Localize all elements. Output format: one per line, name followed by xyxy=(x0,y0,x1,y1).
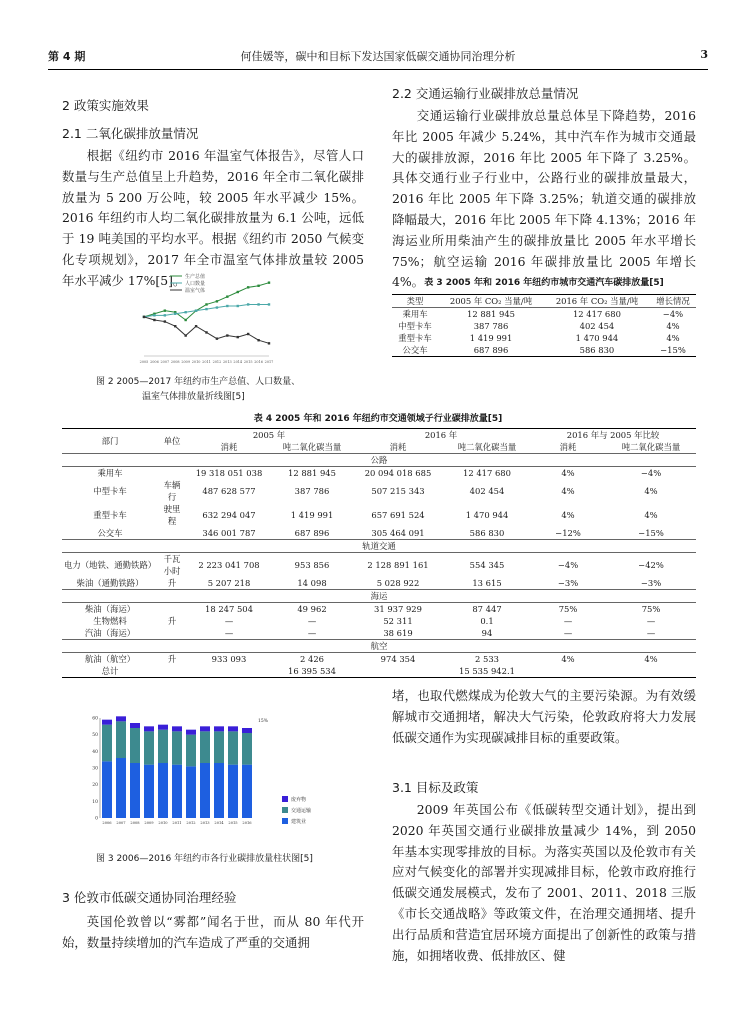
table-4-cell xyxy=(158,627,186,640)
table-4-cell: 586 830 xyxy=(469,528,505,538)
table-4-cell xyxy=(606,665,696,678)
bar-segment xyxy=(144,731,154,764)
table-3-cell: 12 881 945 xyxy=(467,309,515,319)
table-4-cell: 75% xyxy=(558,604,578,614)
table-4-cell xyxy=(158,467,186,480)
bar-segment xyxy=(200,726,210,731)
table-4-cell: −42% xyxy=(638,560,664,570)
table-4-cell: 航油（航空） xyxy=(84,654,136,664)
data-point xyxy=(205,331,207,333)
data-point xyxy=(237,336,239,338)
data-point xyxy=(226,334,228,336)
table-3-row xyxy=(392,308,696,321)
data-point xyxy=(184,311,186,313)
bar-segment xyxy=(228,765,238,818)
bar-segment xyxy=(172,726,182,731)
bar-segment xyxy=(102,761,112,818)
table-4-subheader: 消耗 xyxy=(389,442,407,452)
table-4-cell xyxy=(158,665,186,678)
table-4-cell xyxy=(352,665,444,678)
bar-segment xyxy=(158,730,168,763)
table-4-cell: 柴油（海运） xyxy=(84,604,136,614)
x-tick-label: 2015 xyxy=(228,821,238,825)
table-4-cell: 632 294 047 xyxy=(202,510,256,520)
table-4-cell: 0.1 xyxy=(480,616,494,626)
bar-segment xyxy=(130,763,140,818)
bar-segment xyxy=(116,716,126,721)
table-4-cell: 升 xyxy=(167,654,177,664)
section-3-left-text: 英国伦敦曾以“雾都”闻名于世，而从 80 年代开始，数量持续增加的汽车造成了严重的交通拥 xyxy=(62,914,364,950)
table-4-cell: 升 xyxy=(167,578,177,588)
table-4-cell: 31 937 929 xyxy=(374,604,422,614)
table-4-cell: 2 533 xyxy=(475,654,499,664)
table-4-cell: 953 856 xyxy=(294,560,330,570)
data-point xyxy=(237,305,239,307)
table-4-section-row xyxy=(62,540,696,553)
table-4-subheader: 消耗 xyxy=(559,442,577,452)
table-4-cell: 生物燃料 xyxy=(93,616,127,626)
bar-segment xyxy=(144,726,154,731)
table-4-cell: 75% xyxy=(641,604,661,614)
table-4-cell: 19 318 051 038 xyxy=(195,468,263,478)
table-3-header: 类型 xyxy=(406,296,424,306)
table-3-row xyxy=(392,344,696,357)
table-4-cell: — xyxy=(307,616,317,626)
figure-2-caption xyxy=(96,375,366,405)
legend-swatch xyxy=(282,796,288,802)
legend-swatch xyxy=(282,807,288,813)
table-3-cell: 1 470 944 xyxy=(575,333,619,343)
legend-label: 温室气体 xyxy=(185,288,206,294)
section-2-2-text: 交通运输行业碳排放总量总体呈下降趋势，2016 年比 2005 年减少 5.24%，其中汽车作为城市交通最大的碳排放源，2016 年比 2005 年下降了 3.25%。具体交通行业子行业中，公路行业的碳排放量最大，2016 年比 2005 年下降 3.25%；轨道交通的碳排放降幅最大，2016 年比 2005 年下降 4.13%；2016 年海运业所用柴油产生的碳排放量比 2005 年水平增长 75%；航空运输 2016 年碳排放量比 2005 年增长 4%。 xyxy=(392,108,696,290)
y-tick-label: 0 xyxy=(95,816,98,822)
table-4-cell: — xyxy=(224,616,234,626)
bar-segment xyxy=(200,763,210,818)
legend-label: 生产总值 xyxy=(185,274,206,280)
page-number: 3 xyxy=(700,48,708,61)
bar-segment xyxy=(228,726,238,731)
table-4-row xyxy=(62,603,696,616)
table-4-cell: 4% xyxy=(644,510,658,520)
section-3-1-paragraph xyxy=(392,800,696,966)
x-tick-label: 2013 xyxy=(223,360,232,364)
x-tick-label: 2006 xyxy=(102,821,112,825)
bar-segment xyxy=(158,763,168,818)
table-4-section-label: 公路 xyxy=(370,455,388,465)
table-4-header-2005: 2005 年 xyxy=(252,430,286,440)
x-tick-label: 2009 xyxy=(144,821,154,825)
table-3-cell: 乘用车 xyxy=(402,309,428,319)
data-point xyxy=(247,303,249,305)
section-2-heading: 2 政策实施效果 xyxy=(62,98,149,113)
table-4-cell: 12 417 680 xyxy=(463,468,511,478)
table-4-section-row xyxy=(62,640,696,653)
section-3-left-paragraph xyxy=(62,912,364,954)
data-point xyxy=(184,334,186,336)
table-4-cell: 2 426 xyxy=(300,654,324,664)
data-point xyxy=(216,337,218,339)
data-point xyxy=(226,305,228,307)
x-tick-label: 2017 xyxy=(264,360,274,364)
series-line-ghg xyxy=(144,317,269,343)
x-tick-label: 2012 xyxy=(212,360,222,364)
table-4-cell: 1 419 991 xyxy=(290,510,334,520)
table-4-subheader: 吨二氧化碳当量 xyxy=(282,442,342,452)
table-3-cell: −15% xyxy=(660,345,686,355)
bar-segment xyxy=(172,731,182,764)
table-4-row xyxy=(62,627,696,640)
x-tick-label: 2007 xyxy=(116,821,126,825)
table-3-caption: 表 3 2005 年和 2016 年纽约市城市交通汽车碳排放量[5] xyxy=(424,278,664,288)
data-point xyxy=(268,303,270,305)
table-4-cell: −4% xyxy=(557,560,579,570)
table-4-cell: 总计 xyxy=(101,666,119,676)
x-tick-label: 2010 xyxy=(158,821,168,825)
series-line-gdp xyxy=(144,283,269,320)
bar-segment xyxy=(116,758,126,818)
data-point xyxy=(174,325,176,327)
x-tick-label: 2012 xyxy=(186,821,196,825)
table-4-caption: 表 4 2005 年和 2016 年纽约市交通领域子行业碳排放量[5] xyxy=(253,414,503,424)
table-4-cell: 974 354 xyxy=(380,654,416,664)
y-tick-label: 20 xyxy=(92,783,98,789)
table-4-cell: 14 098 xyxy=(297,578,327,588)
table-4-cell: — xyxy=(646,616,656,626)
running-header xyxy=(48,46,708,70)
table-3-header: 2016 年 CO₂ 当量/吨 xyxy=(555,296,639,306)
data-point xyxy=(143,316,145,318)
table-4-cell: −3% xyxy=(640,578,662,588)
y-tick-label: 50 xyxy=(92,733,98,739)
table-4-cell: 12 881 945 xyxy=(288,468,336,478)
data-point xyxy=(174,313,176,315)
table-4-row xyxy=(62,615,696,627)
chart-annotation: 15% xyxy=(258,719,269,724)
table-4-cell: 升 xyxy=(167,616,177,626)
table-4-cell: — xyxy=(224,628,234,638)
figure-2-caption-line1: 图 2 2005—2017 年纽约市生产总值、人口数量、 xyxy=(96,377,301,387)
bar-segment xyxy=(242,733,252,765)
table-4-cell: 5 207 218 xyxy=(207,578,251,588)
table-4-header-compare: 2016 年与 2005 年比较 xyxy=(566,430,660,440)
data-point xyxy=(237,291,239,293)
table-4-cell: 18 247 504 xyxy=(205,604,253,614)
table-4-cell: 507 215 343 xyxy=(371,486,425,496)
figure-3-bar-chart xyxy=(86,712,318,832)
table-4-total-row xyxy=(62,665,696,678)
table-4-cell: 2 128 891 161 xyxy=(367,560,429,570)
data-point xyxy=(247,333,249,335)
table-4-cell: 305 464 091 xyxy=(371,528,425,538)
data-point xyxy=(153,314,155,316)
bar-segment xyxy=(116,721,126,758)
bar-segment xyxy=(214,731,224,763)
table-4-cell: 重型卡车 xyxy=(93,510,127,520)
table-4-cell: 387 786 xyxy=(294,486,330,496)
x-tick-label: 2006 xyxy=(150,360,159,364)
table-4-cell: 554 345 xyxy=(469,560,505,570)
table-4-cell: — xyxy=(307,628,317,638)
table-3-cell: 4% xyxy=(666,321,680,331)
table-4-cell: 5 028 922 xyxy=(376,578,420,588)
table-4-cell: 13 615 xyxy=(472,578,502,588)
legend-label: 人口数量 xyxy=(185,281,206,287)
table-4-section-label: 轨道交通 xyxy=(362,541,396,551)
table-4-cell: 657 691 524 xyxy=(371,510,425,520)
table-4-cell: 933 093 xyxy=(211,654,247,664)
section-3-1-heading: 3.1 目标及政策 xyxy=(392,780,479,795)
section-3-right-text: 堵，也取代燃煤成为伦敦大气的主要污染源。为有效缓解城市交通拥堵，解决大气污染，伦敦政府将大力发展低碳交通作为实现碳减排目标的重要政策。 xyxy=(392,688,696,745)
table-4-subheader: 吨二氧化碳当量 xyxy=(621,442,681,452)
table-4-header-unit: 单位 xyxy=(158,429,186,454)
legend-swatch xyxy=(282,818,288,824)
x-tick-label: 2015 xyxy=(243,360,253,364)
bar-segment xyxy=(130,723,140,728)
figure-2-caption-line2: 温室气体排放量折线图[5] xyxy=(142,392,245,402)
table-4-cell: 柴油（通勤铁路） xyxy=(76,578,144,588)
table-4-subheader: 吨二氧化碳当量 xyxy=(457,442,517,452)
table-3-header-row xyxy=(392,295,696,308)
table-4-row xyxy=(62,577,696,590)
table-4-cell: −3% xyxy=(557,578,579,588)
section-3-right-continuation xyxy=(392,686,696,748)
table-4-cell: 487 628 577 xyxy=(202,486,256,496)
x-tick-label: 2013 xyxy=(200,821,210,825)
bar-segment xyxy=(242,765,252,818)
data-point xyxy=(257,285,259,287)
table-4-section-row xyxy=(62,590,696,603)
bar-segment xyxy=(186,766,196,818)
bar-segment xyxy=(242,728,252,733)
table-4-cell: 4% xyxy=(644,654,658,664)
data-point xyxy=(216,300,218,302)
x-tick-label: 2008 xyxy=(170,360,180,364)
data-point xyxy=(164,309,166,311)
data-point xyxy=(195,309,197,311)
table-4-cell: 20 094 018 685 xyxy=(364,468,432,478)
figure-2-line-chart xyxy=(130,270,290,370)
data-point xyxy=(205,308,207,310)
table-4-cell: 346 001 787 xyxy=(202,528,256,538)
table-4-cell: −12% xyxy=(555,528,581,538)
x-tick-label: 2005 xyxy=(139,360,149,364)
table-4-row xyxy=(62,527,696,540)
table-4-cell: 94 xyxy=(481,628,493,638)
table-4-row xyxy=(62,553,696,578)
data-point xyxy=(247,286,249,288)
table-4-header-2016: 2016 年 xyxy=(424,430,458,440)
y-tick-label: 30 xyxy=(92,766,98,772)
bar-segment xyxy=(200,731,210,763)
y-tick-label: 40 xyxy=(92,749,98,755)
table-4-header-dept: 部门 xyxy=(62,429,158,454)
table-4-row xyxy=(62,653,696,666)
table-4-cell xyxy=(158,527,186,540)
x-tick-label: 2009 xyxy=(181,360,190,364)
table-4-cell: 电力（地铁、通勤铁路） xyxy=(64,560,157,570)
table-4-cell: 687 896 xyxy=(294,528,330,538)
table-4-cell: 38 619 xyxy=(383,628,413,638)
table-3-cell: 1 419 991 xyxy=(469,333,513,343)
section-2-1-heading: 2.1 二氧化碳排放量情况 xyxy=(62,126,199,141)
table-4-cell xyxy=(530,665,606,678)
series-line-population xyxy=(144,304,269,316)
data-point xyxy=(216,306,218,308)
table-4-cell: 驶里程 xyxy=(163,504,181,526)
x-tick-label: 2011 xyxy=(172,821,182,825)
table-4-row xyxy=(62,467,696,480)
bar-segment xyxy=(228,731,238,764)
x-tick-label: 2007 xyxy=(160,360,170,364)
table-4-section-label: 海运 xyxy=(370,591,388,601)
bar-segment xyxy=(158,725,168,730)
table-4-cell: 16 395 534 xyxy=(288,666,336,676)
legend-label: 建筑业 xyxy=(291,819,307,825)
table-4-cell: −15% xyxy=(638,528,664,538)
data-point xyxy=(257,303,259,305)
bar-segment xyxy=(214,763,224,818)
data-point xyxy=(164,314,166,316)
bar-segment xyxy=(172,765,182,818)
table-4-cell: 4% xyxy=(561,468,575,478)
table-3-cell: 387 786 xyxy=(473,321,509,331)
table-3-cell: 12 417 680 xyxy=(572,309,621,319)
table-4-cell xyxy=(158,603,186,616)
table-3-cell: 4% xyxy=(666,333,680,343)
x-tick-label: 2014 xyxy=(214,821,224,825)
section-3-heading: 3 伦敦市低碳交通协同治理经验 xyxy=(62,890,237,905)
table-4-cell: −4% xyxy=(640,468,662,478)
table-4-section-label: 航空 xyxy=(370,641,388,651)
x-tick-label: 2010 xyxy=(191,360,201,364)
table-4-cell: 4% xyxy=(561,510,575,520)
table-3-cell: 586 830 xyxy=(579,345,615,355)
bar-segment xyxy=(102,720,112,725)
data-point xyxy=(226,295,228,297)
table-4-header-row-1 xyxy=(62,429,696,442)
table-4-cell: 1 470 944 xyxy=(465,510,509,520)
table-4-cell: 千瓦小时 xyxy=(163,554,181,576)
bar-segment xyxy=(186,730,196,735)
table-4-cell: 15 535 942.1 xyxy=(459,666,515,676)
data-point xyxy=(164,320,166,322)
bar-segment xyxy=(214,726,224,731)
table-4-cell: 4% xyxy=(644,486,658,496)
section-2-1-text: 根据《纽约市 2016 年温室气体报告》，尽管人口数量与生产总值呈上升趋势，2016 年全市二氧化碳排放量为 5 200 万公吨，较 2005 年水平减少 15%。2016 年纽约市人均二氧化碳排放量为 6.1 公吨，远低于 19 吨美国的平均水平。根据《纽约市 2050 气候变化专项规划》，2017 年全市温室气体排放量较 2005 年水平减少 17%[5]。 xyxy=(62,148,364,288)
running-title: 何佳媛等，碳中和目标下发达国家低碳交通协同治理分析 xyxy=(240,50,516,63)
y-tick-label: 60 xyxy=(92,716,98,722)
table-4-cell: 车辆行 xyxy=(163,480,181,502)
bar-segment xyxy=(186,735,196,767)
table-3 xyxy=(392,294,696,357)
data-point xyxy=(195,325,197,327)
data-point xyxy=(268,281,270,283)
table-4-row xyxy=(62,503,696,527)
bar-segment xyxy=(144,765,154,818)
table-3-header: 增长情况 xyxy=(656,296,690,306)
y-tick-label: 10 xyxy=(92,799,98,805)
data-point xyxy=(268,342,270,344)
bar-segment xyxy=(102,725,112,762)
x-tick-label: 2008 xyxy=(130,821,140,825)
x-tick-label: 2011 xyxy=(202,360,211,364)
table-4-cell: 中型卡车 xyxy=(93,486,127,496)
table-4-cell: 402 454 xyxy=(469,486,505,496)
table-4-cell: — xyxy=(646,628,656,638)
table-4-cell: 52 311 xyxy=(383,616,413,626)
table-3-row xyxy=(392,332,696,344)
table-4-cell: 87 447 xyxy=(472,604,502,614)
issue-number: 第 4 期 xyxy=(48,50,86,63)
table-3-cell: 687 896 xyxy=(473,345,509,355)
data-point xyxy=(153,319,155,321)
table-3-cell: 公交车 xyxy=(402,345,428,355)
section-3-1-text: 2009 年英国公布《低碳转型交通计划》，提出到 2020 年英国交通行业碳排放量减少 14%，到 2050 年基本实现零排放的目标。为落实英国以及伦敦市有关应对气候变化的部署并实现减排目标，伦敦市政府推行低碳交通发展模式，发布了 2001、2011、2018 三版《市长交通战略》等政策文件，在治理交通拥堵、提升出行品质和营造宜居环境方面提出了创新性的政策与措施，如拥堵收费、低排放区、健 xyxy=(392,802,696,963)
data-point xyxy=(257,339,259,341)
table-4-cell: 49 962 xyxy=(297,604,327,614)
section-2-2-heading: 2.2 交通运输行业碳排放总量情况 xyxy=(392,86,579,101)
data-point xyxy=(205,303,207,305)
figure-3-caption: 图 3 2006—2016 年纽约市各行业碳排放量柱状图[5] xyxy=(96,854,313,864)
table-4-cell: 2 223 041 708 xyxy=(198,560,260,570)
table-4-cell: 汽油（海运） xyxy=(84,628,136,638)
legend-label: 废弃物 xyxy=(291,797,307,803)
table-4-row xyxy=(62,479,696,503)
data-point xyxy=(184,319,186,321)
table-4-section-row xyxy=(62,454,696,467)
table-3-cell: 402 454 xyxy=(579,321,615,331)
x-tick-label: 2016 xyxy=(242,821,252,825)
table-4-cell: — xyxy=(563,616,573,626)
x-tick-label: 2016 xyxy=(254,360,263,364)
bar-segment xyxy=(130,728,140,763)
table-3-cell: −4% xyxy=(662,309,684,319)
section-2-2-paragraph xyxy=(392,106,696,293)
table-3-header: 2005 年 CO₂ 当量/吨 xyxy=(449,296,533,306)
table-4-subheader: 消耗 xyxy=(220,442,238,452)
x-tick-label: 2014 xyxy=(233,360,243,364)
table-4-cell xyxy=(186,665,272,678)
table-4 xyxy=(62,428,696,678)
table-4-cell: 公交车 xyxy=(97,528,123,538)
table-3-row xyxy=(392,320,696,332)
table-4-cell: 4% xyxy=(561,486,575,496)
table-3-cell: 中型卡车 xyxy=(398,321,432,331)
table-4-cell: 乘用车 xyxy=(97,468,123,478)
table-3-cell: 重型卡车 xyxy=(398,333,432,343)
legend-label: 交通运输 xyxy=(291,808,312,814)
table-4-cell: — xyxy=(563,628,573,638)
table-4-cell: 4% xyxy=(561,654,575,664)
